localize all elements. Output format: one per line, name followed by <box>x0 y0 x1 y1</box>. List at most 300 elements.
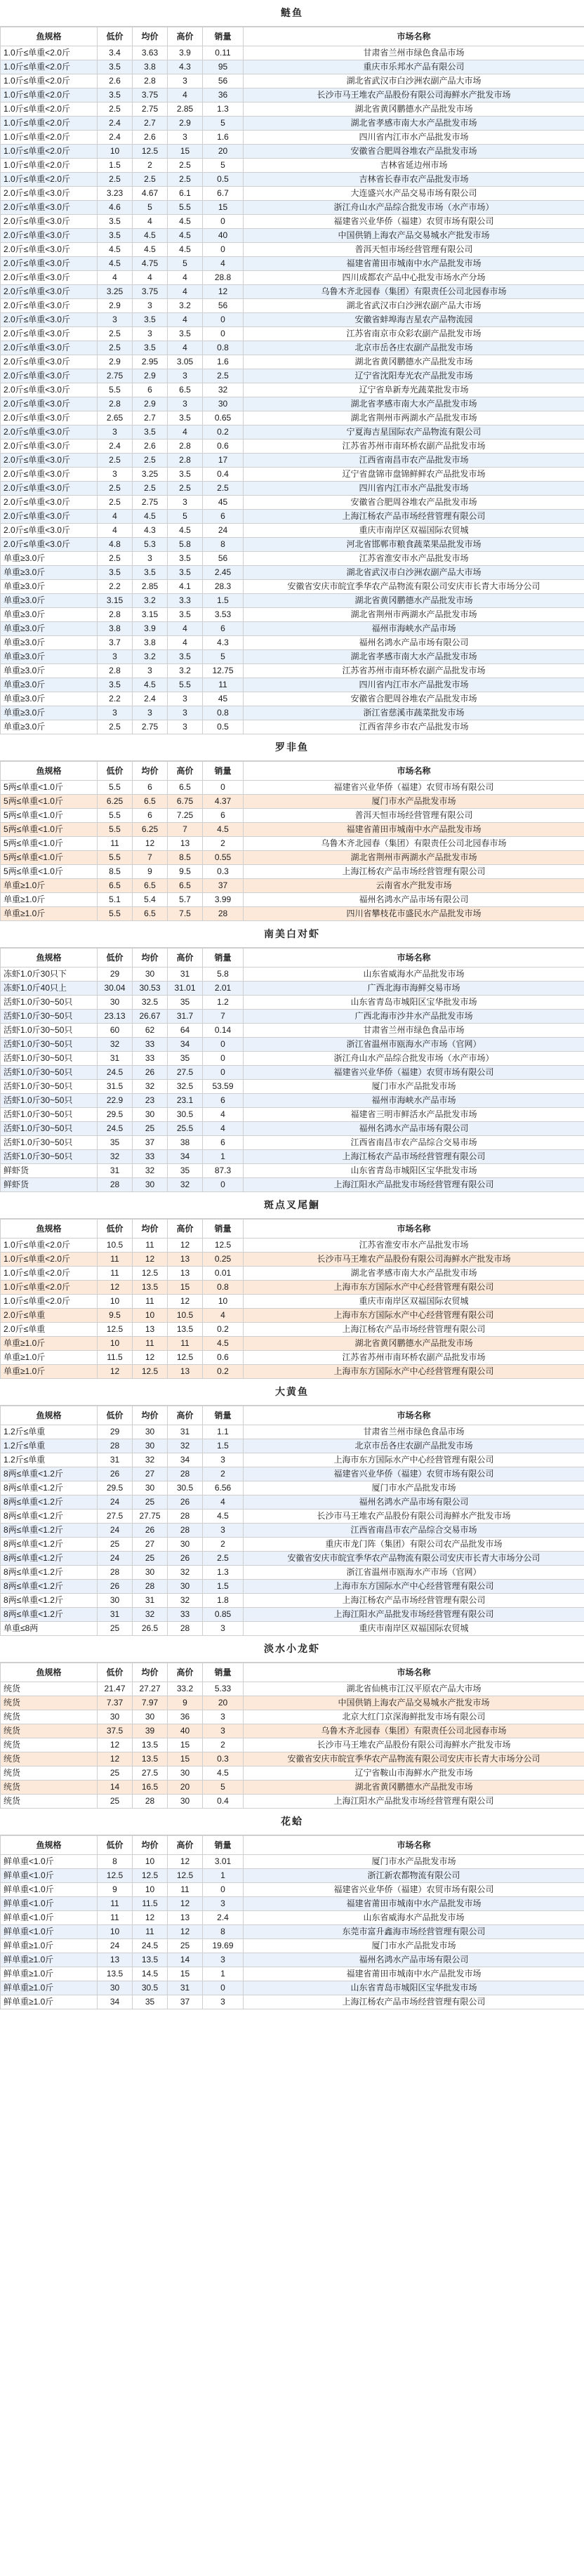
table-cell: 5两≤单重<1.0斤 <box>1 809 98 823</box>
table-cell: 3.9 <box>133 622 168 636</box>
table-cell: 1.0斤≤单重<2.0斤 <box>1 46 98 60</box>
table-cell: 4 <box>168 313 203 327</box>
table-cell: 1.3 <box>203 1566 244 1580</box>
price-table <box>0 1406 584 1636</box>
table-cell: 15 <box>168 145 203 159</box>
table-cell: 6.5 <box>168 781 203 795</box>
table-cell: 9.5 <box>98 1309 133 1323</box>
table-cell: 1.2斤≤单重 <box>1 1425 98 1439</box>
table-row <box>1 1869 584 1883</box>
price-table <box>0 27 584 734</box>
table-cell: 0.4 <box>203 468 244 482</box>
table-cell: 4.5 <box>203 1510 244 1524</box>
table-cell: 浙江舟山水产品综合批发市场（水产市场） <box>244 1052 584 1066</box>
table-cell: 长沙市马王堆农产品股份有限公司海鲜水产批发市场 <box>244 1253 584 1267</box>
table-row <box>1 1178 584 1192</box>
table-cell: 1 <box>203 1150 244 1164</box>
table-cell: 6 <box>203 622 244 636</box>
table-cell: 25.5 <box>168 1122 203 1136</box>
table-cell: 37 <box>203 879 244 893</box>
table-cell: 湖北省武汉市白沙洲农副产品大市场 <box>244 566 584 580</box>
table-cell: 2.0斤≤单重<3.0斤 <box>1 313 98 327</box>
table-cell: 2.4 <box>98 131 133 145</box>
table-cell: 3 <box>98 425 133 440</box>
table-row <box>1 425 584 440</box>
table-cell: 统货 <box>1 1738 98 1752</box>
table-cell: 3.15 <box>133 608 168 622</box>
table-cell: 2.7 <box>133 117 168 131</box>
table-cell: 0 <box>203 1883 244 1897</box>
table-cell: 3 <box>133 706 168 720</box>
table-cell: 5.5 <box>98 781 133 795</box>
table-row <box>1 510 584 524</box>
table-cell: 2.9 <box>98 299 133 313</box>
table-cell: 3.4 <box>98 46 133 60</box>
table-cell: 2.0斤≤单重<3.0斤 <box>1 369 98 383</box>
table-row <box>1 1524 584 1538</box>
table-cell: 3.5 <box>98 60 133 74</box>
table-cell: 12 <box>203 285 244 299</box>
table-row <box>1 1855 584 1869</box>
table-cell: 3 <box>203 1710 244 1724</box>
table-row <box>1 1883 584 1897</box>
table-cell: 上海江杨农产品市场经营管理有限公司 <box>244 1150 584 1164</box>
table-cell: 13.5 <box>133 1738 168 1752</box>
table-cell: 11 <box>98 837 133 851</box>
table-cell: 3 <box>98 650 133 664</box>
table-cell: 6.56 <box>203 1481 244 1495</box>
table-header-row <box>1 949 584 967</box>
table-row <box>1 996 584 1010</box>
table-cell: 福建省莆田市城南中水产品批发市场 <box>244 257 584 271</box>
column-header: 鱼规格 <box>1 1663 98 1682</box>
table-cell: 10 <box>98 1925 133 1939</box>
table-cell: 1.0斤≤单重<2.0斤 <box>1 117 98 131</box>
table-cell: 单重≤8两 <box>1 1622 98 1636</box>
column-header: 低价 <box>98 27 133 46</box>
table-row <box>1 1710 584 1724</box>
table-cell: 13 <box>168 1365 203 1379</box>
table-cell: 上海市东方国际水产中心经营管理有限公司 <box>244 1580 584 1594</box>
table-cell: 13.5 <box>133 1281 168 1295</box>
table-cell: 重庆市南岸区双福国际农贸城 <box>244 1622 584 1636</box>
table-cell: 29 <box>98 1425 133 1439</box>
table-cell: 2.0斤≤单重<3.0斤 <box>1 341 98 355</box>
table-row <box>1 1038 584 1052</box>
table-row <box>1 566 584 580</box>
table-cell: 10 <box>133 1855 168 1869</box>
table-cell: 11 <box>168 1883 203 1897</box>
table-cell: 2.0斤≤单重<3.0斤 <box>1 355 98 369</box>
table-cell: 2.2 <box>98 692 133 706</box>
table-row <box>1 454 584 468</box>
table-cell: 13 <box>98 1953 133 1967</box>
table-cell: 14.5 <box>133 1967 168 1981</box>
table-row <box>1 1738 584 1752</box>
table-cell: 30.5 <box>168 1481 203 1495</box>
table-cell: 2.8 <box>98 397 133 411</box>
column-header: 低价 <box>98 1220 133 1239</box>
table-cell: 13.5 <box>133 1953 168 1967</box>
table-row <box>1 1453 584 1467</box>
table-cell: 2.6 <box>98 74 133 88</box>
table-cell: 0.3 <box>203 865 244 879</box>
table-cell: 6 <box>203 809 244 823</box>
table-cell: 统货 <box>1 1682 98 1696</box>
table-row <box>1 1080 584 1094</box>
table-cell: 安徽省安庆市皖宜季华农产品物流有限公司安庆市长青大市场分公司 <box>244 1552 584 1566</box>
table-cell: 湖北省荆州市两湖水产品批发市场 <box>244 411 584 425</box>
table-cell: 2.0斤≤单重<3.0斤 <box>1 468 98 482</box>
table-cell: 3 <box>203 1953 244 1967</box>
table-cell: 29 <box>98 967 133 982</box>
table-cell: 4.5 <box>133 243 168 257</box>
table-cell: 鲜单重<1.0斤 <box>1 1911 98 1925</box>
table-cell: 6 <box>133 383 168 397</box>
table-row <box>1 411 584 425</box>
table-cell: 8.5 <box>168 851 203 865</box>
table-row <box>1 60 584 74</box>
table-cell: 2.0斤≤单重<3.0斤 <box>1 201 98 215</box>
table-cell: 6 <box>203 1136 244 1150</box>
table-cell: 云南省水产批发市场 <box>244 879 584 893</box>
table-cell: 福建省莆田市城南中水产品批发市场 <box>244 1897 584 1911</box>
table-cell: 32 <box>98 1038 133 1052</box>
table-cell: 3 <box>133 327 168 341</box>
table-cell: 4.75 <box>133 257 168 271</box>
table-cell: 3.15 <box>98 594 133 608</box>
table-cell: 2.5 <box>133 454 168 468</box>
table-cell: 7 <box>203 1010 244 1024</box>
table-cell: 山东省青岛市城阳区宝华批发市场 <box>244 1981 584 1995</box>
column-header: 低价 <box>98 1836 133 1855</box>
table-cell: 重庆市南岸区双福国际农贸城 <box>244 1295 584 1309</box>
table-row <box>1 243 584 257</box>
table-row <box>1 215 584 229</box>
table-cell: 28 <box>168 1622 203 1636</box>
table-cell: 活虾1.0斤30~50只 <box>1 1108 98 1122</box>
table-cell: 7 <box>133 851 168 865</box>
table-cell: 4.5 <box>133 229 168 243</box>
table-cell: 10 <box>203 1295 244 1309</box>
table-cell: 4 <box>168 271 203 285</box>
table-row <box>1 1365 584 1379</box>
table-cell: 38 <box>168 1136 203 1150</box>
column-header: 销量 <box>203 27 244 46</box>
table-cell: 1.5 <box>203 1439 244 1453</box>
table-cell: 13.5 <box>98 1967 133 1981</box>
table-cell: 24.5 <box>98 1066 133 1080</box>
table-cell: 10 <box>133 1309 168 1323</box>
table-row <box>1 1122 584 1136</box>
table-cell: 1.6 <box>203 131 244 145</box>
table-cell: 3.5 <box>133 425 168 440</box>
table-cell: 3 <box>168 74 203 88</box>
table-cell: 单重≥3.0斤 <box>1 608 98 622</box>
table-cell: 安徽省合肥周谷堆农产品批发市场 <box>244 145 584 159</box>
table-row <box>1 1538 584 1552</box>
table-cell: 5.5 <box>168 678 203 692</box>
column-header: 均价 <box>133 1663 168 1682</box>
table-cell: 2.85 <box>168 103 203 117</box>
table-cell: 3 <box>168 692 203 706</box>
table-cell: 24 <box>98 1939 133 1953</box>
column-header: 高价 <box>168 1406 203 1425</box>
table-cell: 2.0斤≤单重<3.0斤 <box>1 327 98 341</box>
table-row <box>1 1608 584 1622</box>
table-cell: 20 <box>203 145 244 159</box>
table-cell: 福建省兴业华侨（福建）农贸市场有限公司 <box>244 1066 584 1080</box>
table-cell: 重庆市龙门阵（集团）有限公司农产品批发市场 <box>244 1538 584 1552</box>
table-cell: 长沙市马王堆农产品股份有限公司海鲜水产批发市场 <box>244 88 584 103</box>
table-cell: 4.3 <box>168 60 203 74</box>
table-cell: 26 <box>133 1524 168 1538</box>
table-cell: 10 <box>133 1883 168 1897</box>
table-cell: 上海江阳水产品批发市场经营管理有限公司 <box>244 1608 584 1622</box>
table-cell: 湖北省黄冈鹏德水产品批发市场 <box>244 1781 584 1795</box>
table-row <box>1 1622 584 1636</box>
table-cell: 11.5 <box>133 1897 168 1911</box>
table-cell: 5.8 <box>168 538 203 552</box>
table-row <box>1 1781 584 1795</box>
table-row <box>1 664 584 678</box>
table-row <box>1 1323 584 1337</box>
table-row <box>1 1281 584 1295</box>
table-cell: 2.5 <box>98 327 133 341</box>
table-cell: 56 <box>203 299 244 313</box>
table-cell: 福建省兴业华侨（福建）农贸市场有限公司 <box>244 781 584 795</box>
table-row <box>1 524 584 538</box>
table-cell: 活虾1.0斤30~50只 <box>1 1052 98 1066</box>
table-row <box>1 1981 584 1995</box>
table-cell: 0 <box>203 1981 244 1995</box>
table-cell: 28 <box>98 1439 133 1453</box>
column-header: 鱼规格 <box>1 1836 98 1855</box>
table-cell: 2.4 <box>133 692 168 706</box>
column-header: 均价 <box>133 1220 168 1239</box>
table-cell: 2.75 <box>133 496 168 510</box>
table-cell: 2.65 <box>98 411 133 425</box>
table-cell: 0 <box>203 313 244 327</box>
table-row <box>1 327 584 341</box>
table-cell: 2.5 <box>133 173 168 187</box>
column-header: 低价 <box>98 1406 133 1425</box>
table-cell: 4 <box>168 425 203 440</box>
table-cell: 浙江省温州市瓯海水产市场（官网） <box>244 1038 584 1052</box>
table-cell: 28 <box>133 1795 168 1809</box>
table-cell: 11 <box>133 1337 168 1351</box>
table-cell: 2.0斤≤单重<3.0斤 <box>1 383 98 397</box>
table-cell: 山东省青岛市城阳区宝华批发市场 <box>244 1164 584 1178</box>
table-cell: 7.37 <box>98 1696 133 1710</box>
column-header: 均价 <box>133 762 168 781</box>
table-cell: 2.5 <box>203 1552 244 1566</box>
table-cell: 5.5 <box>98 383 133 397</box>
table-cell: 22.9 <box>98 1094 133 1108</box>
table-cell: 28 <box>133 1580 168 1594</box>
table-cell: 厦门市水产品批发市场 <box>244 1080 584 1094</box>
table-row <box>1 837 584 851</box>
table-cell: 6.5 <box>168 383 203 397</box>
table-cell: 统货 <box>1 1766 98 1781</box>
table-row <box>1 823 584 837</box>
table-cell: 8两≤单重<1.2斤 <box>1 1481 98 1495</box>
table-cell: 1.0斤≤单重<2.0斤 <box>1 1267 98 1281</box>
table-cell: 33 <box>133 1038 168 1052</box>
table-cell: 11 <box>98 1267 133 1281</box>
table-cell: 32 <box>133 1080 168 1094</box>
section-title: 花蛤 <box>0 1809 584 1835</box>
table-cell: 2.0斤≤单重<3.0斤 <box>1 215 98 229</box>
table-cell: 6 <box>133 809 168 823</box>
table-cell: 6 <box>203 1094 244 1108</box>
table-cell: 江苏省苏州市南环桥农副产品批发市场 <box>244 440 584 454</box>
table-cell: 31.5 <box>98 1080 133 1094</box>
table-cell: 山东省青岛市城阳区宝华批发市场 <box>244 996 584 1010</box>
table-row <box>1 879 584 893</box>
table-row <box>1 851 584 865</box>
table-cell: 30 <box>168 1795 203 1809</box>
table-cell: 25 <box>98 1795 133 1809</box>
table-cell: 12 <box>98 1752 133 1766</box>
table-row <box>1 468 584 482</box>
table-cell: 3.3 <box>168 594 203 608</box>
table-cell: 30.5 <box>168 1108 203 1122</box>
table-cell: 4.5 <box>133 678 168 692</box>
section-5 <box>0 1636 584 1809</box>
table-cell: 3 <box>168 720 203 734</box>
table-cell: 12.5 <box>98 1323 133 1337</box>
section-title: 斑点叉尾鮰 <box>0 1192 584 1219</box>
table-cell: 湖北省孝感市南大水产品批发市场 <box>244 117 584 131</box>
table-row <box>1 1253 584 1267</box>
table-cell: 山东省威海水产品批发市场 <box>244 967 584 982</box>
table-cell: 5.5 <box>98 809 133 823</box>
table-cell: 32 <box>133 1453 168 1467</box>
table-cell: 4.5 <box>98 243 133 257</box>
table-cell: 2.9 <box>133 397 168 411</box>
table-cell: 上海江杨农产品市场经营管理有限公司 <box>244 1323 584 1337</box>
table-cell: 鲜单重≥1.0斤 <box>1 1939 98 1953</box>
price-table <box>0 948 584 1192</box>
table-row <box>1 1108 584 1122</box>
table-cell: 30 <box>133 967 168 982</box>
table-cell: 25 <box>133 1552 168 1566</box>
table-cell: 32 <box>98 1150 133 1164</box>
table-cell: 2.5 <box>98 341 133 355</box>
table-header-row <box>1 1836 584 1855</box>
table-row <box>1 1267 584 1281</box>
table-cell: 5两≤单重<1.0斤 <box>1 795 98 809</box>
table-cell: 87.3 <box>203 1164 244 1178</box>
table-row <box>1 1696 584 1710</box>
table-cell: 大连盛兴水产品交易市场有限公司 <box>244 187 584 201</box>
table-cell: 35 <box>168 1164 203 1178</box>
table-cell: 8两≤单重<1.2斤 <box>1 1538 98 1552</box>
price-table <box>0 1219 584 1379</box>
table-cell: 2.5 <box>98 720 133 734</box>
table-row <box>1 313 584 327</box>
table-cell: 12.5 <box>133 1267 168 1281</box>
table-cell: 3.23 <box>98 187 133 201</box>
table-cell: 北京市岳各庄农副产品批发市场 <box>244 1439 584 1453</box>
table-cell: 2.8 <box>98 608 133 622</box>
table-row <box>1 1010 584 1024</box>
table-cell: 3.5 <box>168 411 203 425</box>
table-cell: 4 <box>168 341 203 355</box>
table-cell: 0.5 <box>203 720 244 734</box>
table-cell: 1.5 <box>203 594 244 608</box>
table-cell: 广西北海市沙井水产品批发市场 <box>244 1010 584 1024</box>
table-row <box>1 341 584 355</box>
table-cell: 福建省莆田市城南中水产品批发市场 <box>244 823 584 837</box>
table-cell: 26 <box>168 1552 203 1566</box>
table-cell: 2.0斤≤单重<3.0斤 <box>1 454 98 468</box>
table-cell: 单重≥1.0斤 <box>1 879 98 893</box>
table-cell: 鲜单重<1.0斤 <box>1 1925 98 1939</box>
table-cell: 湖北省黄冈鹏德水产品批发市场 <box>244 355 584 369</box>
table-cell: 32.5 <box>168 1080 203 1094</box>
table-cell: 江苏省苏州市南环桥农副产品批发市场 <box>244 1351 584 1365</box>
table-cell: 12 <box>168 1855 203 1869</box>
table-cell: 31 <box>98 1453 133 1467</box>
table-cell: 16.5 <box>133 1781 168 1795</box>
table-cell: 0.2 <box>203 425 244 440</box>
table-cell: 62 <box>133 1024 168 1038</box>
table-cell: 25 <box>98 1538 133 1552</box>
table-cell: 2.4 <box>98 117 133 131</box>
table-cell: 24 <box>98 1552 133 1566</box>
table-cell: 湖北省武汉市白沙洲农副产品大市场 <box>244 74 584 88</box>
table-cell: 35 <box>168 1052 203 1066</box>
section-title: 鲢鱼 <box>0 0 584 27</box>
table-cell: 36 <box>203 88 244 103</box>
table-cell: 2.75 <box>133 720 168 734</box>
table-cell: 2.5 <box>168 173 203 187</box>
table-cell: 3 <box>168 369 203 383</box>
table-cell: 单重≥1.0斤 <box>1 1365 98 1379</box>
table-row <box>1 1495 584 1510</box>
section-2 <box>0 921 584 1192</box>
table-cell: 30 <box>133 1108 168 1122</box>
table-cell: 12.5 <box>168 1869 203 1883</box>
table-cell: 0.4 <box>203 1795 244 1809</box>
table-cell: 12.5 <box>133 145 168 159</box>
table-cell: 1.6 <box>203 355 244 369</box>
table-cell: 2 <box>133 159 168 173</box>
table-cell: 浙江舟山水产品综合批发市场（水产市场） <box>244 201 584 215</box>
table-cell: 四川省攀枝花市盛民水产品批发市场 <box>244 907 584 921</box>
table-cell: 4.5 <box>168 229 203 243</box>
table-row <box>1 103 584 117</box>
table-row <box>1 967 584 982</box>
table-cell: 0 <box>203 1066 244 1080</box>
table-cell: 冻虾1.0斤40只上 <box>1 982 98 996</box>
table-cell: 3 <box>203 1453 244 1467</box>
table-cell: 32 <box>133 1164 168 1178</box>
table-cell: 4 <box>133 271 168 285</box>
table-cell: 4.37 <box>203 795 244 809</box>
table-row <box>1 1552 584 1566</box>
table-cell: 2.0斤≤单重<3.0斤 <box>1 411 98 425</box>
table-cell: 3 <box>133 552 168 566</box>
table-cell: 2.9 <box>168 117 203 131</box>
table-cell: 甘肃省兰州市绿色食品市场 <box>244 1425 584 1439</box>
table-cell: 辽宁省阜新寿光蔬菜批发市场 <box>244 383 584 397</box>
table-cell: 13.5 <box>168 1323 203 1337</box>
table-row <box>1 893 584 907</box>
table-cell: 5.33 <box>203 1682 244 1696</box>
